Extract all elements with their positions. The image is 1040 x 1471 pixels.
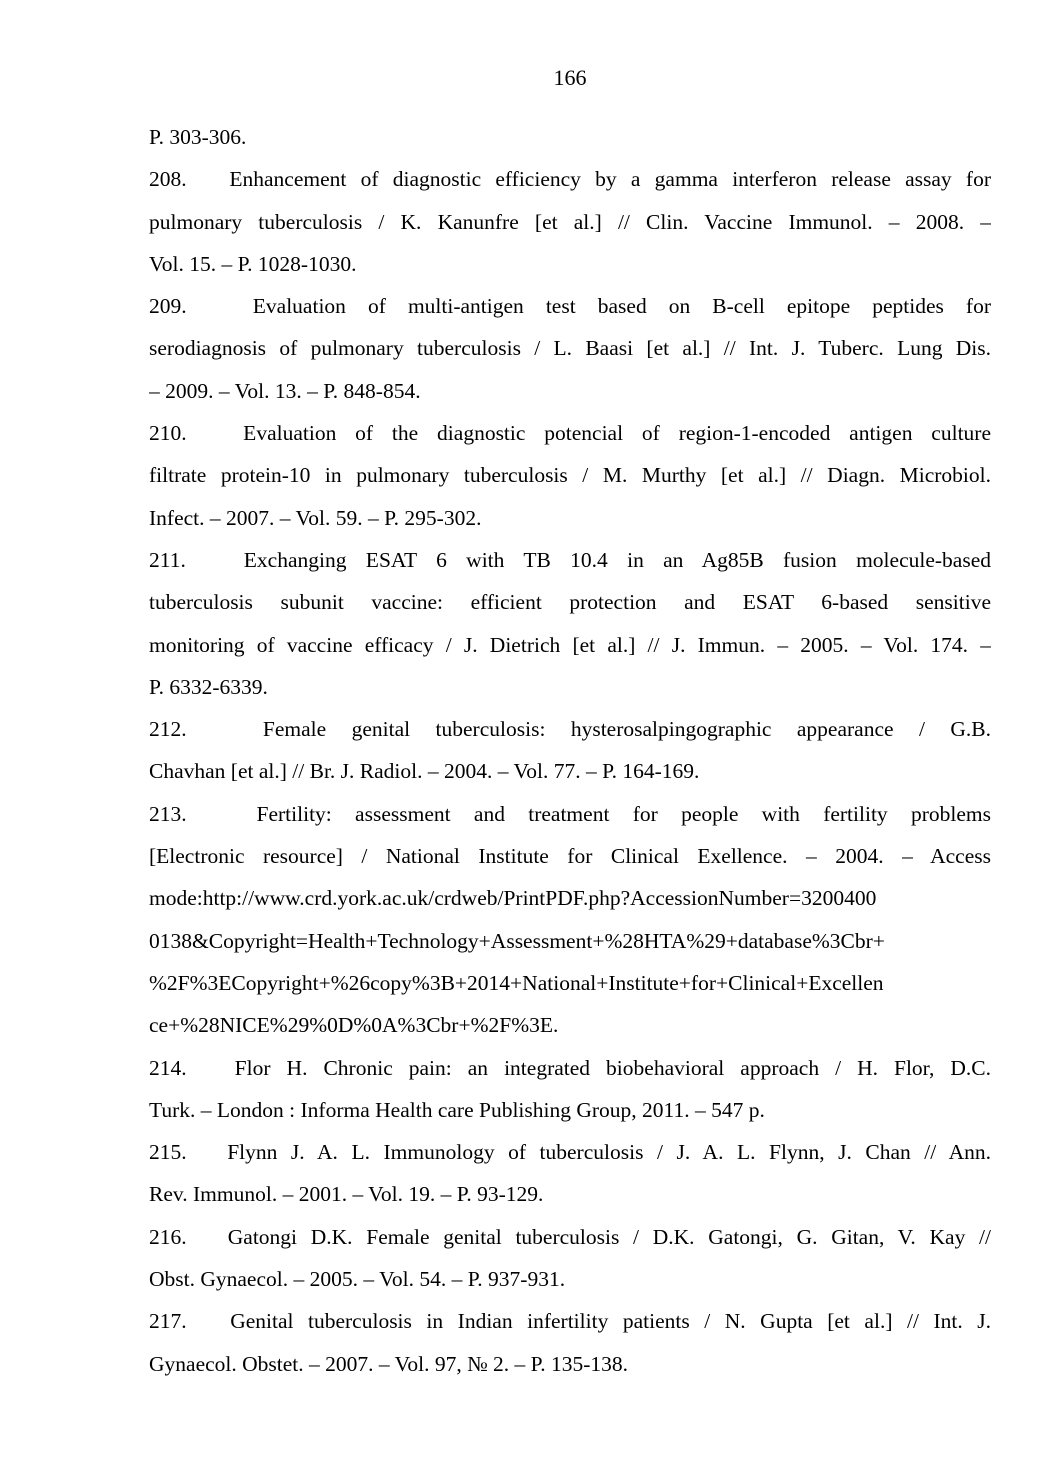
- reference-line: 217. Genital tuberculosis in Indian infertility patients / N. Gupta [et al.] // Int. J.: [149, 1309, 991, 1334]
- reference-line: Obst. Gynaecol. – 2005. – Vol. 54. – P. 937-931.: [149, 1267, 566, 1292]
- reference-line: – 2009. – Vol. 13. – P. 848-854.: [149, 378, 421, 403]
- reference-line: ce+%28NICE%29%0D%0A%3Cbr+%2F%3E.: [149, 1013, 559, 1038]
- reference-list: [149, 116, 991, 1385]
- reference-line: 213. Fertility: assessment and treatment for people with fertility problems: [149, 801, 991, 826]
- reference-line: serodiagnosis of pulmonary tuberculosis / L. Baasi [et al.] // Int. J. Tuberc. Lung Dis.: [149, 336, 991, 361]
- reference-line: Infect. – 2007. – Vol. 59. – P. 295-302.: [149, 505, 482, 530]
- reference-line: 216. Gatongi D.K. Female genital tuberculosis / D.K. Gatongi, G. Gitan, V. Kay //: [149, 1224, 991, 1249]
- reference-line: monitoring of vaccine efficacy / J. Dietrich [et al.] // J. Immun. – 2005. – Vol. 174. –: [149, 632, 991, 657]
- reference-line: 211. Exchanging ESAT 6 with TB 10.4 in an Ag85B fusion molecule-based: [149, 547, 991, 572]
- reference-line: Turk. – London : Informa Health care Publishing Group, 2011. – 547 p.: [149, 1097, 765, 1122]
- reference-line: %2F%3ECopyright+%26copy%3B+2014+National+Institute+for+Clinical+Excellen: [149, 970, 884, 995]
- reference-line: 0138&Copyright=Health+Technology+Assessment+%28HTA%29+database%3Cbr+: [149, 928, 885, 953]
- reference-line: 208. Enhancement of diagnostic efficiency by a gamma interferon release assay for: [149, 167, 991, 192]
- reference-line: 212. Female genital tuberculosis: hysterosalpingographic appearance / G.B.: [149, 717, 991, 742]
- reference-line: tuberculosis subunit vaccine: efficient protection and ESAT 6-based sensitive: [149, 590, 991, 615]
- reference-line: Vol. 15. – P. 1028-1030.: [149, 251, 357, 276]
- reference-line: P. 303-306.: [149, 125, 247, 149]
- reference-line: [Electronic resource] / National Institute for Clinical Exellence. – 2004. – Access: [149, 844, 991, 869]
- reference-line: Gynaecol. Obstet. – 2007. – Vol. 97, № 2. – P. 135-138.: [149, 1351, 628, 1376]
- reference-line: P. 6332-6339.: [149, 674, 268, 699]
- reference-line: 210. Evaluation of the diagnostic potencial of region-1-encoded antigen culture: [149, 421, 991, 446]
- reference-line: 214. Flor H. Chronic pain: an integrated biobehavioral approach / H. Flor, D.C.: [149, 1055, 991, 1080]
- reference-line: Chavhan [et al.] // Br. J. Radiol. – 2004. – Vol. 77. – P. 164-169.: [149, 759, 700, 784]
- reference-line: filtrate protein-10 in pulmonary tuberculosis / M. Murthy [et al.] // Diagn. Microbiol.: [149, 463, 991, 488]
- reference-line: 209. Evaluation of multi-antigen test based on B-cell epitope peptides for: [149, 294, 991, 319]
- reference-line: Rev. Immunol. – 2001. – Vol. 19. – P. 93-129.: [149, 1182, 544, 1207]
- reference-line: pulmonary tuberculosis / K. Kanunfre [et al.] // Clin. Vaccine Immunol. – 2008. –: [149, 209, 991, 234]
- reference-line: mode:http://www.crd.york.ac.uk/crdweb/PrintPDF.php?AccessionNumber=3200400: [149, 886, 877, 911]
- reference-line: 215. Flynn J. A. L. Immunology of tuberculosis / J. A. L. Flynn, J. Chan // Ann.: [149, 1140, 991, 1165]
- page-number: 166: [553, 65, 587, 90]
